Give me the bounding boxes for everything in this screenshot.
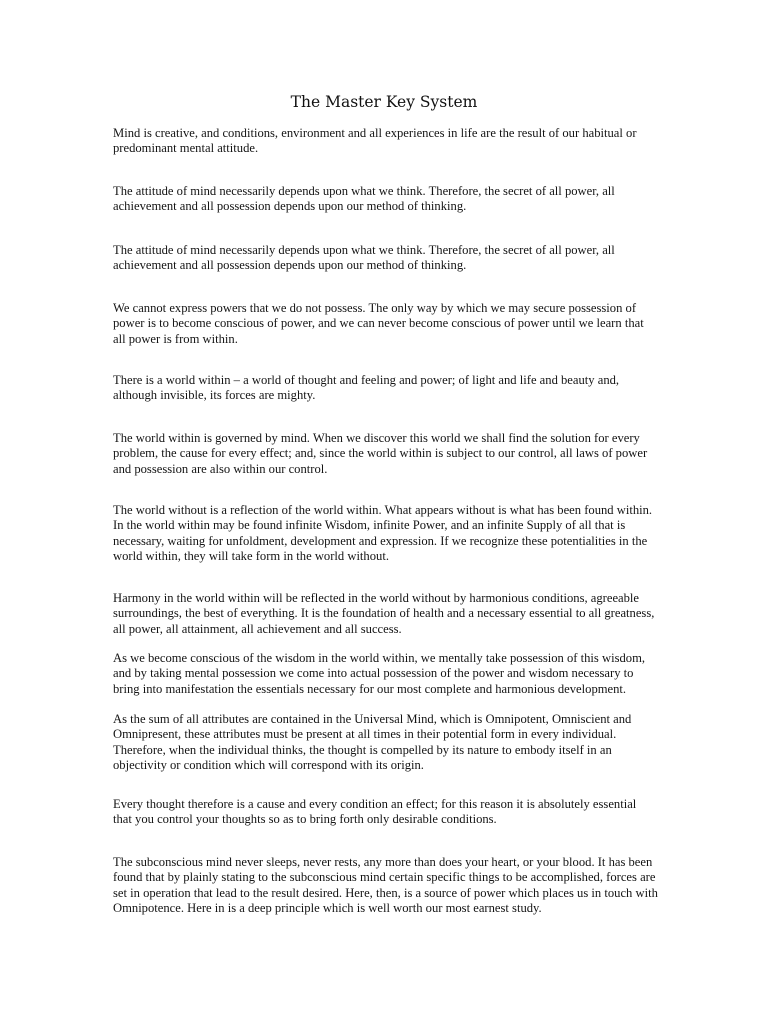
paragraph: Every thought therefore is a cause and every condition an effect; for this reason it is absolutely essential that you control your thoughts so as to bring forth only desirable conditions. bbox=[113, 797, 637, 827]
paragraph: Harmony in the world within will be reflected in the world without by harmonious conditions, agreeable surroundings, the best of everything. It is the foundation of health and a necessary essential to all greatness, all power, all attainment, all achievement and all success. bbox=[113, 591, 655, 636]
paragraph: We cannot express powers that we do not possess. The only way by which we may secure possession of power is to become conscious of power, and we can never become conscious of power until we learn that all power is from within. bbox=[113, 301, 644, 346]
paragraph: The attitude of mind necessarily depends upon what we think. Therefore, the secret of all power, all achievement and all possession depends upon our method of thinking. bbox=[113, 184, 615, 214]
paragraph: As we become conscious of the wisdom in the world within, we mentally take possession of this wisdom, and by taking mental possession we come into actual possession of the power and wisdom necessary to bring into manifestation the essentials necessary for our most complete and harmonious development. bbox=[113, 651, 646, 696]
document-title: The Master Key System bbox=[290, 93, 478, 111]
paragraph: There is a world within – a world of thought and feeling and power; of light and life and beauty and, although invisible, its forces are mighty. bbox=[113, 373, 620, 403]
paragraph: Mind is creative, and conditions, environment and all experiences in life are the result of our habitual or predominant mental attitude. bbox=[113, 126, 637, 156]
paragraph: The attitude of mind necessarily depends upon what we think. Therefore, the secret of all power, all achievement and all possession depends upon our method of thinking. bbox=[113, 243, 615, 273]
paragraph: The subconscious mind never sleeps, never rests, any more than does your heart, or your blood. It has been found that by plainly stating to the subconscious mind certain specific things to be accomplished, forces are set in operation that lead to the result desired. Here, then, is a source of power which places us in touch with Omnipotence. Here in is a deep principle which is well worth our most earnest study. bbox=[113, 855, 658, 915]
paragraph: The world within is governed by mind. When we discover this world we shall find the solution for every problem, the cause for every effect; and, since the world within is subject to our control, all laws of power and possession are also within our control. bbox=[113, 431, 648, 476]
paragraph: The world without is a reflection of the world within. What appears without is what has been found within. In the world within may be found infinite Wisdom, infinite Power, and an infinite Supply of all that is necessary, waiting for unfoldment, development and expression. If we recognize these potentialities in the world within, they will take form in the world without. bbox=[113, 503, 653, 563]
paragraph: As the sum of all attributes are contained in the Universal Mind, which is Omnipotent, Omniscient and Omnipresent, these attributes must be present at all times in their potential form in every individual. Therefore, when the individual thinks, the thought is compelled by its nature to embody itself in an objectivity or condition which will correspond with its origin. bbox=[113, 712, 632, 772]
